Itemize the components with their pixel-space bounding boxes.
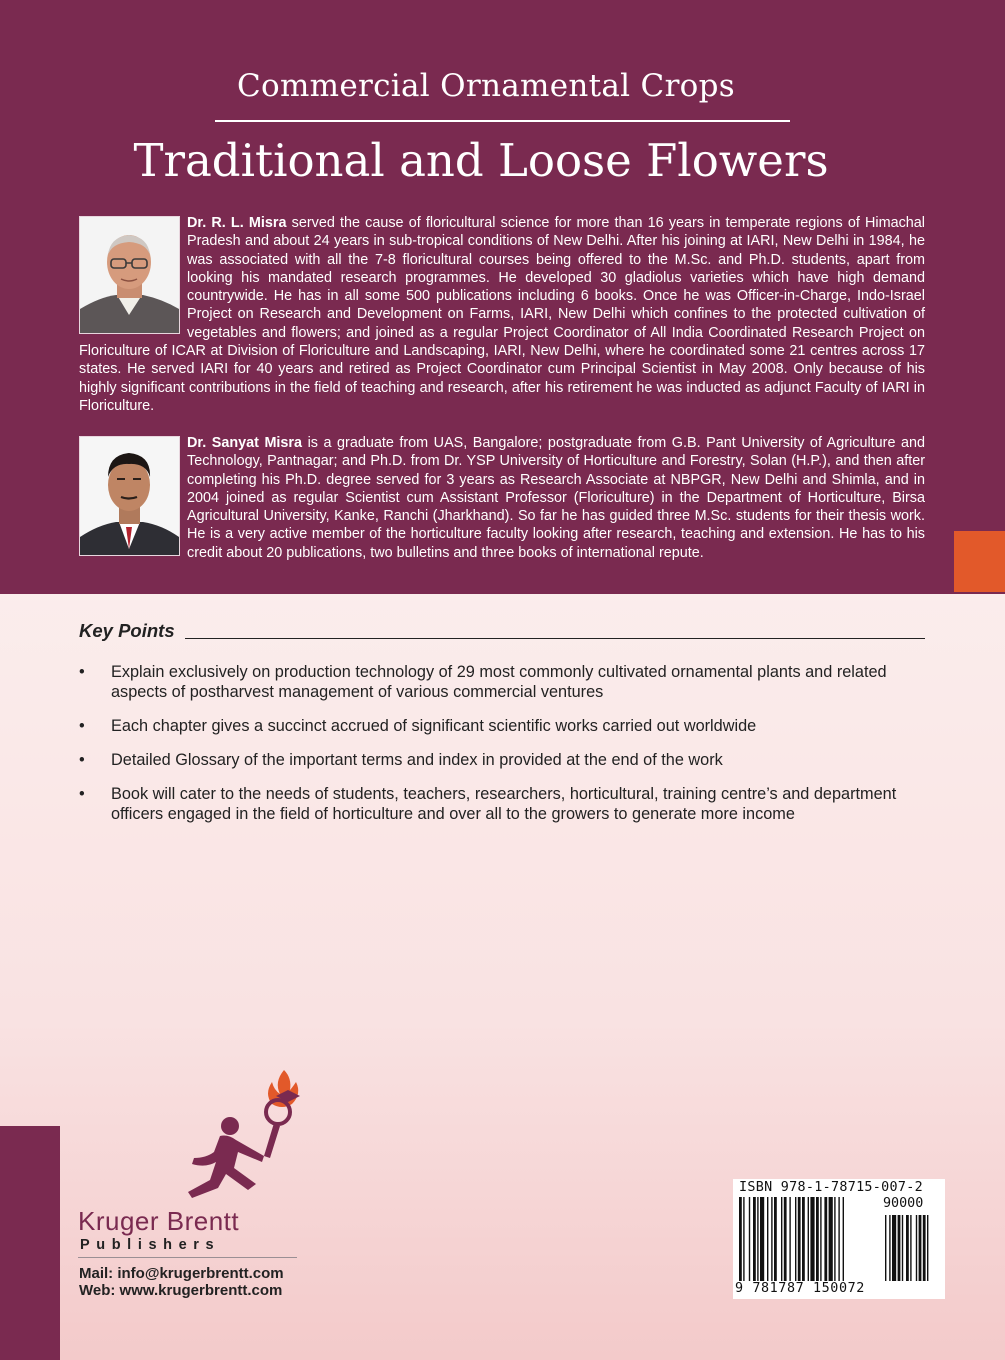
list-item	[79, 750, 925, 770]
list-item-text: Explain exclusively on production technology of 29 most commonly cultivated ornamental plants and related aspects of postharvest management of various commercial ventures	[111, 663, 887, 701]
bullet: •	[79, 717, 85, 735]
ean-digits: 9 781787 150072	[735, 1281, 865, 1296]
list-item-text: Detailed Glossary of the important terms and index in provided at the end of the work	[111, 751, 723, 769]
bullet: •	[79, 785, 85, 803]
key-points-list	[79, 662, 925, 838]
price-code: 90000	[883, 1196, 924, 1211]
list-item	[79, 716, 925, 736]
bullet: •	[79, 663, 85, 681]
publisher-divider	[78, 1257, 297, 1258]
publisher-brand: Kruger Brentt	[78, 1206, 240, 1236]
list-item	[79, 784, 925, 824]
key-points-header	[79, 620, 925, 644]
isbn-barcode	[733, 1179, 945, 1299]
accent-tab	[954, 531, 1005, 592]
list-item-text: Each chapter gives a succinct accrued of significant scientific works carried out worldwide	[111, 717, 757, 735]
author-photo-1	[79, 216, 180, 334]
author-photo-2	[79, 436, 180, 556]
author-bio-1	[79, 214, 925, 415]
torch-runner-icon	[78, 1060, 308, 1210]
author-bio-2	[79, 434, 925, 562]
publisher-mail: Mail: info@krugerbrentt.com	[79, 1265, 284, 1282]
series-title: Commercial Ornamental Crops	[236, 68, 735, 104]
publisher-sub: Publishers	[80, 1237, 221, 1253]
book-title: Traditional and Loose Flowers	[133, 134, 829, 187]
barcode-bars	[739, 1197, 939, 1281]
author-name-2: Dr. Sanyat Misra	[187, 435, 303, 451]
list-item	[79, 662, 925, 702]
spine-accent-bar	[0, 1126, 60, 1360]
key-points-title: Key Points	[79, 620, 175, 641]
author-bio-text-1: served the cause of floricultural science for more than 16 years in temperate regions of Himachal Pradesh and about 24 years in sub-tropical conditions of New Delhi. After his joining at IARI, New Delhi in 1984, he was associated with all the 7-8 floricultural courses being offered to the M.Sc. and Ph.D. students, apart from looking his mandated research programmes. He developed 30 gladiolus varieties which have high demand countrywide. He has in all some 500 publications including 6 books. Once he was Officer-in-Charge, Indo-Israel Project on Research and Development on Farms, IARI, New Delhi which confines to the protected cultivation of vegetables and flowers; and joined as a regular Project Coordinator of All India Coordinated Research Project on Floriculture of ICAR at Division of Floriculture and Landscaping, IARI, New Delhi, where he coordinated some 21 centres across 17 states. He served IARI for 40 years and retired as Project Coordinator cum Principal Scientist in May 2008. Only because of his highly significant contributions in the field of teaching and research, after his retirement he was inducted as adjunct Faculty of IARI in Floriculture.	[79, 215, 926, 414]
publisher-logo	[78, 1060, 308, 1300]
isbn-text: ISBN 978-1-78715-007-2	[739, 1180, 923, 1195]
author-name-1: Dr. R. L. Misra	[187, 215, 287, 231]
title-divider	[215, 120, 790, 122]
list-item-text: Book will cater to the needs of students, teachers, researchers, horticultural, training centre’s and department officers engaged in the field of horticulture and over all to the growers to generate more income	[111, 785, 897, 823]
key-points-rule	[185, 638, 925, 639]
publisher-web: Web: www.krugerbrentt.com	[79, 1282, 283, 1299]
bullet: •	[79, 751, 85, 769]
author-bio-text-2: is a graduate from UAS, Bangalore; postgraduate from G.B. Pant University of Agriculture and Technology, Pantnagar; and Ph.D. from Dr. YSP University of Horticulture and Forestry, Solan (H.P.), and then after completing his Ph.D. degree served for 3 years as Research Associate at NBPGR, New Delhi and Shimla, and in 2004 joined as regular Scientist cum Assistant Professor (Floriculture) in the Department of Horticulture, Birsa Agricultural University, Kanke, Ranchi (Jharkhand). So far he has guided three M.Sc. students for their thesis work. He is a very active member of the horticulture faculty looking after research, teaching and extension. He has to his credit about 20 publications, two bulletins and three books of international repute.	[187, 435, 925, 561]
